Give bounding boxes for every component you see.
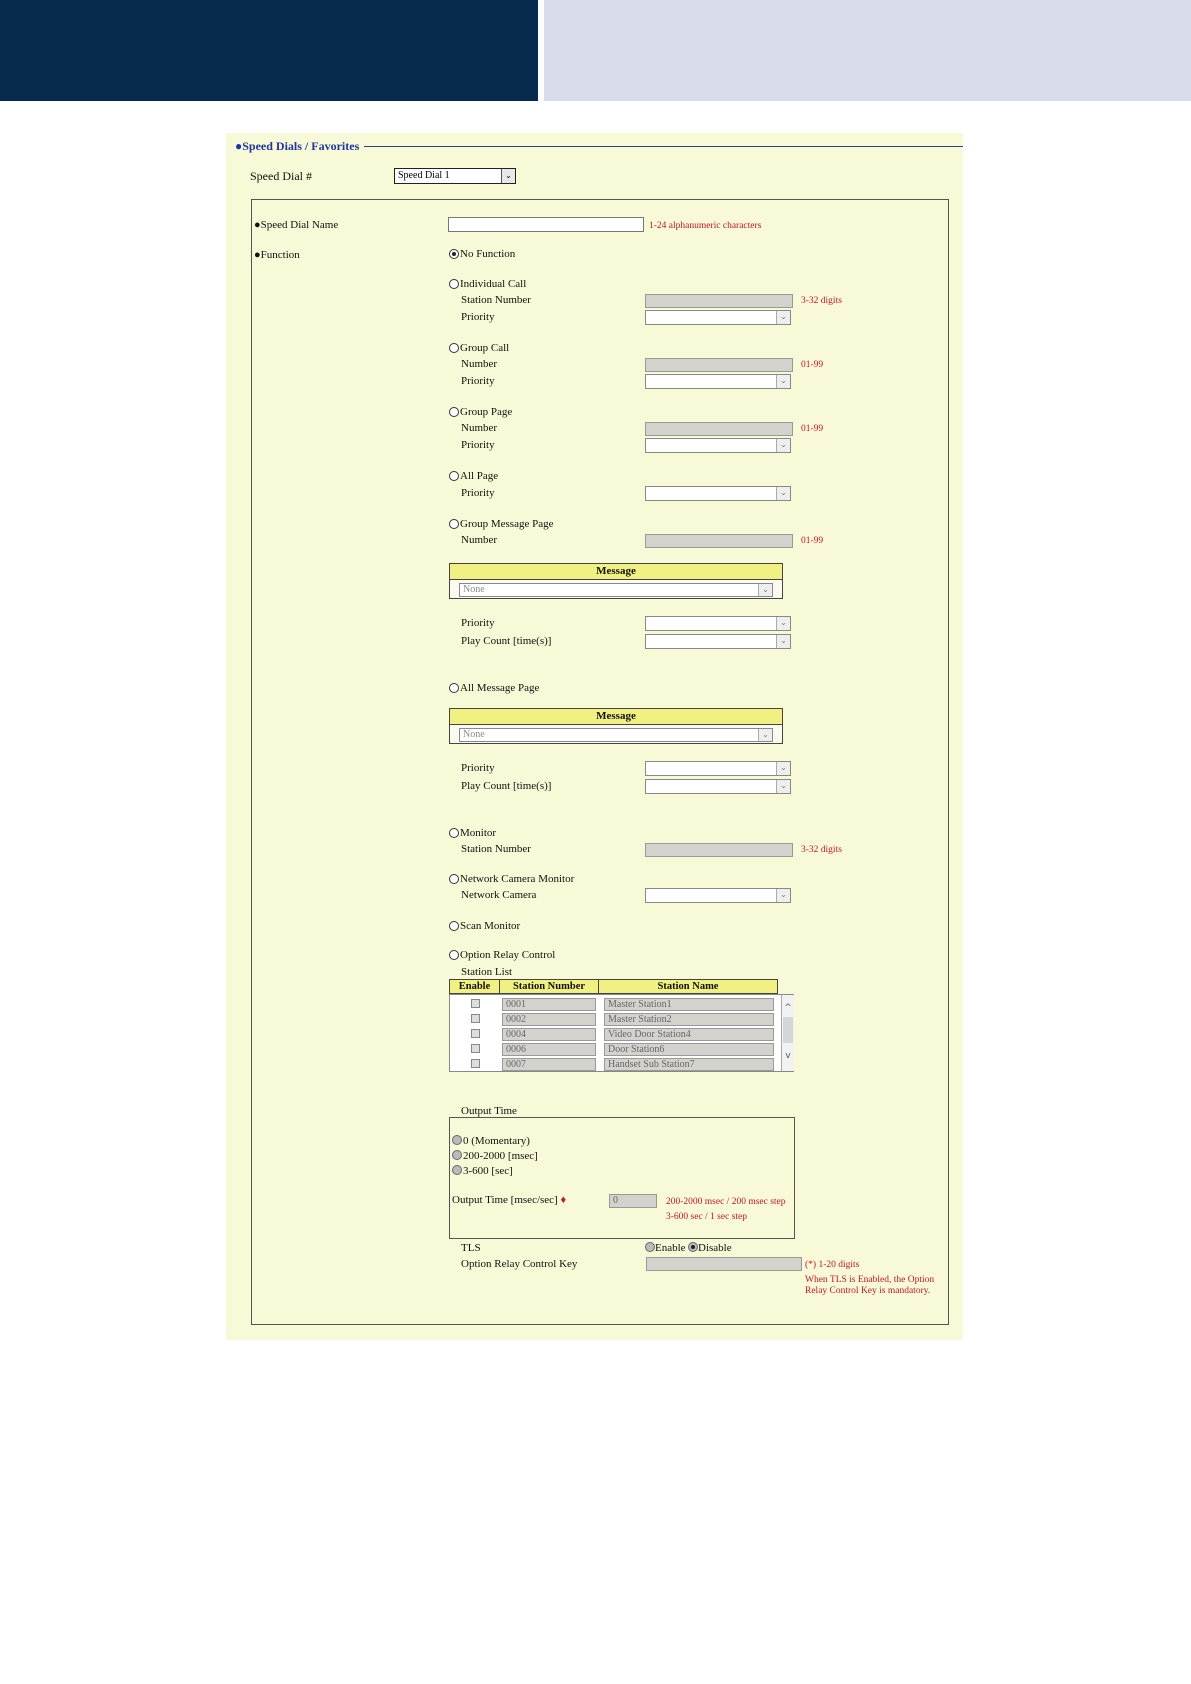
station-list-table — [449, 979, 795, 1072]
individual-call-priority-select[interactable] — [645, 310, 791, 325]
speed-dial-select[interactable] — [394, 168, 516, 184]
radio-network-camera-monitor[interactable] — [449, 874, 459, 884]
monitor-station-input[interactable] — [645, 843, 793, 857]
radio-group-call[interactable] — [449, 343, 459, 353]
header-band-dark — [0, 0, 538, 101]
col-header-enable: Enable — [449, 979, 500, 994]
all-message-header: Message — [450, 709, 782, 725]
radio-output-momentary[interactable] — [452, 1135, 462, 1145]
group-message-select-value: None — [463, 584, 485, 595]
all-message-page-label: All Message Page — [460, 682, 540, 694]
radio-no-function[interactable] — [449, 249, 459, 259]
radio-option-relay-control[interactable] — [449, 950, 459, 960]
individual-call-priority-label: Priority — [461, 311, 495, 323]
monitor-label: Monitor — [460, 827, 497, 839]
row-station-number: 0007 — [502, 1058, 596, 1071]
group-page-priority-label: Priority — [461, 439, 495, 451]
group-message-number-hint: 01-99 — [801, 536, 824, 546]
row-station-number: 0004 — [502, 1028, 596, 1041]
radio-tls-disable[interactable] — [688, 1242, 698, 1252]
group-message-header: Message — [450, 564, 782, 580]
station-list-label: Station List — [461, 966, 513, 978]
group-call-label: Group Call — [460, 342, 510, 354]
group-page-number-input[interactable] — [645, 422, 793, 436]
no-function-label: No Function — [460, 248, 516, 260]
speed-dial-select-value: Speed Dial 1 — [398, 170, 450, 181]
scroll-up-icon[interactable]: ^ — [784, 1003, 792, 1013]
group-message-priority-select[interactable] — [645, 616, 791, 631]
group-message-priority-label: Priority — [461, 617, 495, 629]
table-row — [450, 1027, 780, 1041]
chevron-down-icon: ⌄ — [776, 375, 790, 388]
relay-key-note-line2: Relay Control Key is mandatory. — [805, 1286, 931, 1296]
station-list-body — [449, 994, 794, 1072]
all-message-playcount-select[interactable] — [645, 779, 791, 794]
radio-group-message-page[interactable] — [449, 519, 459, 529]
all-message-select-value: None — [463, 729, 485, 740]
table-row — [450, 1012, 780, 1026]
row-station-name: Handset Sub Station7 — [604, 1058, 774, 1071]
row-enable-checkbox[interactable] — [471, 1044, 480, 1053]
row-station-number: 0001 — [502, 998, 596, 1011]
output-msec-label: 200-2000 [msec] — [463, 1150, 538, 1162]
row-enable-checkbox[interactable] — [471, 1059, 480, 1068]
chevron-down-icon: ⌄ — [776, 635, 790, 648]
row-station-name: Master Station2 — [604, 1013, 774, 1026]
relay-key-note-line1: When TLS is Enabled, the Option — [805, 1275, 935, 1285]
group-message-number-label: Number — [461, 534, 498, 546]
radio-output-sec[interactable] — [452, 1165, 462, 1175]
scan-monitor-label: Scan Monitor — [460, 920, 521, 932]
col-header-station-name: Station Name — [598, 979, 778, 994]
radio-all-message-page[interactable] — [449, 683, 459, 693]
group-page-number-hint: 01-99 — [801, 424, 824, 434]
radio-tls-enable[interactable] — [645, 1242, 655, 1252]
radio-all-page[interactable] — [449, 471, 459, 481]
individual-call-station-input[interactable] — [645, 294, 793, 308]
output-time-hint-sec: 3-600 sec / 1 sec step — [666, 1212, 747, 1222]
table-row — [450, 1042, 780, 1056]
all-page-priority-select[interactable] — [645, 486, 791, 501]
header-band-light — [544, 0, 1191, 101]
row-station-number: 0002 — [502, 1013, 596, 1026]
all-page-priority-label: Priority — [461, 487, 495, 499]
network-camera-monitor-label: Network Camera Monitor — [460, 873, 575, 885]
group-call-number-label: Number — [461, 358, 498, 370]
output-time-label: Output Time — [461, 1105, 517, 1117]
radio-individual-call[interactable] — [449, 279, 459, 289]
radio-group-page[interactable] — [449, 407, 459, 417]
speed-dial-name-hint: 1-24 alphanumeric characters — [649, 221, 762, 231]
radio-output-msec[interactable] — [452, 1150, 462, 1160]
output-time-hint-msec: 200-2000 msec / 200 msec step — [666, 1197, 786, 1207]
all-page-label: All Page — [460, 470, 499, 482]
group-page-priority-select[interactable] — [645, 438, 791, 453]
relay-key-input[interactable] — [646, 1257, 802, 1271]
group-page-number-label: Number — [461, 422, 498, 434]
chevron-down-icon: ⌄ — [776, 311, 790, 324]
individual-call-station-hint: 3-32 digits — [801, 296, 842, 306]
group-message-number-input[interactable] — [645, 534, 793, 548]
output-time-field-text: Output Time [msec/sec] — [452, 1194, 558, 1206]
section-divider — [364, 146, 963, 147]
row-enable-checkbox[interactable] — [471, 1014, 480, 1023]
network-camera-select[interactable] — [645, 888, 791, 903]
group-call-priority-label: Priority — [461, 375, 495, 387]
tls-enable-label: Enable — [655, 1242, 686, 1254]
chevron-down-icon: ⌄ — [501, 169, 515, 183]
all-message-priority-label: Priority — [461, 762, 495, 774]
group-message-page-label: Group Message Page — [460, 518, 554, 530]
table-row — [450, 1057, 780, 1071]
network-camera-label: Network Camera — [461, 889, 537, 901]
col-header-station-number: Station Number — [499, 979, 599, 994]
relay-key-label: Option Relay Control Key — [461, 1258, 578, 1270]
individual-call-station-label: Station Number — [461, 294, 531, 306]
individual-call-label: Individual Call — [460, 278, 527, 290]
group-message-playcount-label: Play Count [time(s)] — [461, 635, 552, 647]
group-page-label: Group Page — [460, 406, 513, 418]
group-call-priority-select[interactable] — [645, 374, 791, 389]
row-station-name: Master Station1 — [604, 998, 774, 1011]
output-sec-label: 3-600 [sec] — [463, 1165, 513, 1177]
tls-label: TLS — [461, 1242, 481, 1254]
group-message-select[interactable] — [459, 583, 773, 597]
row-station-number: 0006 — [502, 1043, 596, 1056]
chevron-down-icon: ⌄ — [776, 487, 790, 500]
all-message-box — [449, 708, 783, 744]
all-message-priority-select[interactable] — [645, 761, 791, 776]
monitor-station-hint: 3-32 digits — [801, 845, 842, 855]
table-row — [450, 997, 780, 1011]
relay-key-hint: (*) 1-20 digits — [805, 1260, 860, 1270]
all-message-select[interactable] — [459, 728, 773, 742]
speed-dial-name-label: ●Speed Dial Name — [254, 219, 339, 231]
required-mark: ♦ — [560, 1194, 567, 1206]
chevron-down-icon: ⌄ — [776, 439, 790, 452]
chevron-down-icon: ⌄ — [758, 729, 772, 741]
chevron-down-icon: ⌄ — [758, 584, 772, 596]
function-label: ●Function — [254, 249, 300, 261]
station-list-scrollbar[interactable] — [781, 995, 794, 1071]
chevron-down-icon: ⌄ — [776, 762, 790, 775]
row-station-name: Video Door Station4 — [604, 1028, 774, 1041]
chevron-down-icon: ⌄ — [776, 617, 790, 630]
monitor-station-label: Station Number — [461, 843, 531, 855]
speed-dial-label: Speed Dial # — [250, 169, 312, 183]
row-station-name: Door Station6 — [604, 1043, 774, 1056]
chevron-down-icon: ⌄ — [776, 889, 790, 902]
scroll-down-icon[interactable]: v — [785, 1051, 791, 1061]
scroll-thumb[interactable] — [783, 1017, 793, 1043]
group-message-box — [449, 563, 783, 599]
radio-monitor[interactable] — [449, 828, 459, 838]
output-time-field-label — [452, 1193, 566, 1207]
row-enable-checkbox[interactable] — [471, 1029, 480, 1038]
group-call-number-hint: 01-99 — [801, 360, 824, 370]
speed-dial-name-input[interactable] — [448, 217, 644, 232]
output-time-input[interactable]: 0 — [609, 1194, 657, 1208]
radio-scan-monitor[interactable] — [449, 921, 459, 931]
group-call-number-input[interactable] — [645, 358, 793, 372]
row-enable-checkbox[interactable] — [471, 999, 480, 1008]
tls-disable-label: Disable — [698, 1242, 732, 1254]
option-relay-label: Option Relay Control — [460, 949, 556, 961]
all-message-playcount-label: Play Count [time(s)] — [461, 780, 552, 792]
chevron-down-icon: ⌄ — [776, 780, 790, 793]
section-title: ●Speed Dials / Favorites — [235, 139, 360, 153]
output-momentary-label: 0 (Momentary) — [463, 1135, 530, 1147]
group-message-playcount-select[interactable] — [645, 634, 791, 649]
